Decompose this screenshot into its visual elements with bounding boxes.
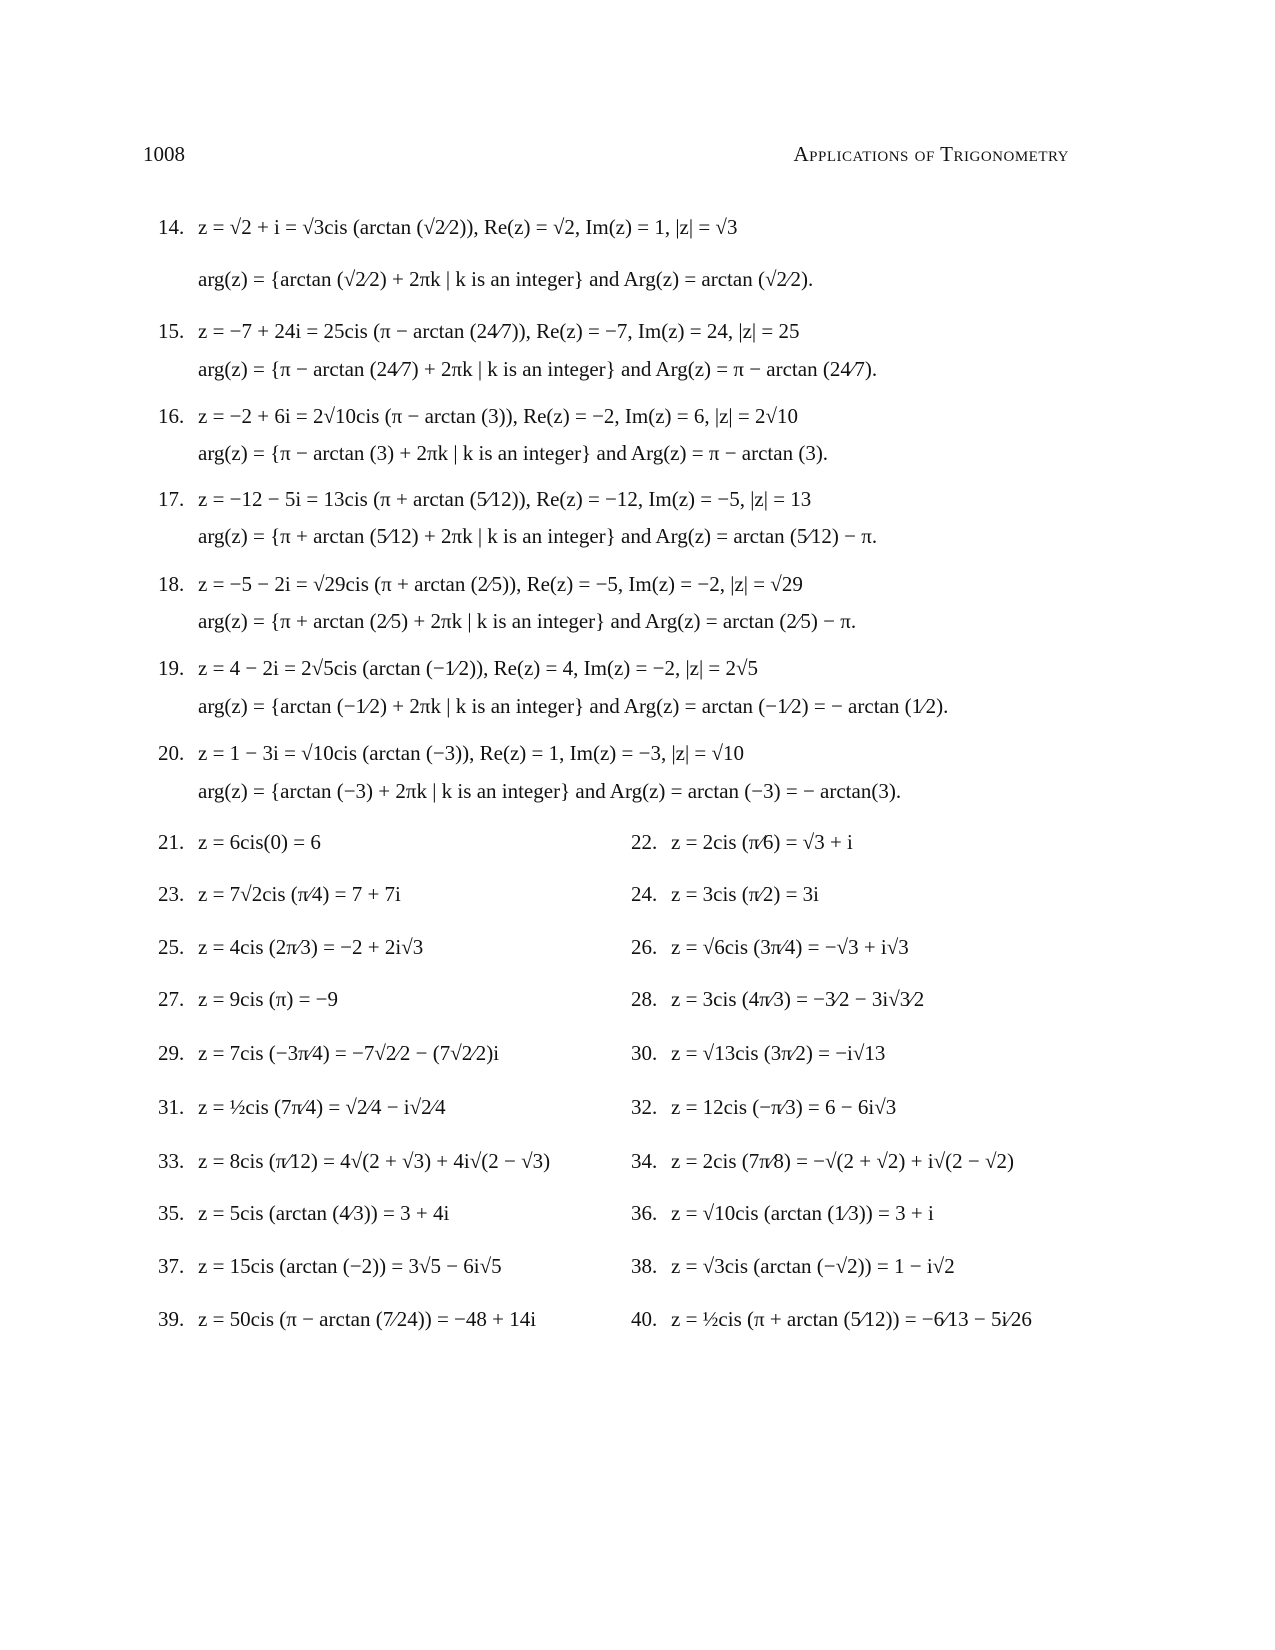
item-number: 33.	[158, 1149, 185, 1173]
answer-item-arg	[198, 441, 828, 466]
item-equation: z = −2 + 6i = 2√10cis (π − arctan (3)), Re(z) = −2, Im(z) = 6, |z| = 2√10	[198, 404, 798, 428]
answer-item	[158, 987, 338, 1012]
answer-item-arg	[198, 357, 877, 382]
item-number: 14.	[158, 215, 185, 239]
item-number: 35.	[158, 1201, 185, 1225]
item-number: 28.	[631, 987, 658, 1011]
answer-item	[158, 1201, 449, 1226]
item-equation: z = 8cis (π⁄12) = 4√(2 + √3) + 4i√(2 − √3)	[198, 1149, 551, 1173]
item-number: 40.	[631, 1307, 658, 1331]
item-argument: arg(z) = {π − arctan (3) + 2πk | k is an integer} and Arg(z) = π − arctan (3).	[198, 441, 829, 465]
answer-item	[631, 1041, 885, 1066]
item-equation: z = 7√2cis (π⁄4) = 7 + 7i	[198, 882, 401, 906]
item-number: 19.	[158, 656, 185, 680]
item-argument: arg(z) = {π + arctan (2⁄5) + 2πk | k is an integer} and Arg(z) = arctan (2⁄5) − π.	[198, 609, 857, 633]
item-equation: z = 12cis (−π⁄3) = 6 − 6i√3	[671, 1095, 897, 1119]
answer-item-arg	[198, 609, 856, 634]
answer-item	[158, 487, 811, 512]
item-equation: z = −12 − 5i = 13cis (π + arctan (5⁄12)), Re(z) = −12, Im(z) = −5, |z| = 13	[198, 487, 812, 511]
item-equation: z = √2 + i = √3cis (arctan (√2⁄2)), Re(z) = √2, Im(z) = 1, |z| = √3	[198, 215, 738, 239]
item-equation: z = 2cis (7π⁄8) = −√(2 + √2) + i√(2 − √2)	[671, 1149, 1014, 1173]
item-number: 37.	[158, 1254, 185, 1278]
item-number: 15.	[158, 319, 185, 343]
page-number: 1008	[143, 142, 185, 166]
item-number: 31.	[158, 1095, 185, 1119]
answer-item	[631, 1149, 1014, 1174]
answer-item	[631, 1095, 896, 1120]
answer-item-arg	[198, 694, 948, 719]
answer-item	[158, 1041, 499, 1066]
answer-item-arg	[198, 779, 901, 804]
running-title: Applications of Trigonometry	[793, 142, 1069, 166]
answer-item	[631, 1254, 955, 1279]
answer-item	[158, 741, 744, 766]
item-argument: arg(z) = {arctan (−1⁄2) + 2πk | k is an integer} and Arg(z) = arctan (−1⁄2) = − arctan (1⁄2).	[198, 694, 949, 718]
answer-item	[158, 935, 423, 960]
item-number: 17.	[158, 487, 185, 511]
item-equation: z = −5 − 2i = √29cis (π + arctan (2⁄5)), Re(z) = −5, Im(z) = −2, |z| = √29	[198, 572, 803, 596]
item-equation: z = √3cis (arctan (−√2)) = 1 − i√2	[671, 1254, 955, 1278]
item-number: 21.	[158, 830, 185, 854]
item-equation: z = −7 + 24i = 25cis (π − arctan (24⁄7)), Re(z) = −7, Im(z) = 24, |z| = 25	[198, 319, 800, 343]
item-equation: z = 7cis (−3π⁄4) = −7√2⁄2 − (7√2⁄2)i	[198, 1041, 500, 1065]
item-number: 27.	[158, 987, 185, 1011]
answer-item	[158, 830, 321, 855]
item-equation: z = 50cis (π − arctan (7⁄24)) = −48 + 14i	[198, 1307, 537, 1331]
item-number: 39.	[158, 1307, 185, 1331]
answer-item	[158, 572, 803, 597]
answer-item	[158, 656, 758, 681]
answer-item	[158, 1254, 502, 1279]
item-equation: z = √6cis (3π⁄4) = −√3 + i√3	[671, 935, 909, 959]
item-equation: z = 3cis (π⁄2) = 3i	[671, 882, 820, 906]
item-argument: arg(z) = {arctan (−3) + 2πk | k is an integer} and Arg(z) = arctan (−3) = − arctan(3).	[198, 779, 902, 803]
item-number: 36.	[631, 1201, 658, 1225]
answer-item	[631, 1201, 934, 1226]
answer-item	[631, 987, 924, 1012]
item-equation: z = 1 − 3i = √10cis (arctan (−3)), Re(z) = 1, Im(z) = −3, |z| = √10	[198, 741, 745, 765]
item-equation: z = 5cis (arctan (4⁄3)) = 3 + 4i	[198, 1201, 450, 1225]
item-number: 29.	[158, 1041, 185, 1065]
item-number: 20.	[158, 741, 185, 765]
item-equation: z = 4 − 2i = 2√5cis (arctan (−1⁄2)), Re(z) = 4, Im(z) = −2, |z| = 2√5	[198, 656, 759, 680]
item-equation: z = 2cis (π⁄6) = √3 + i	[671, 830, 853, 854]
item-argument: arg(z) = {π + arctan (5⁄12) + 2πk | k is an integer} and Arg(z) = arctan (5⁄12) − π.	[198, 524, 878, 548]
answer-item	[158, 1307, 536, 1332]
item-equation: z = ½cis (π + arctan (5⁄12)) = −6⁄13 − 5i⁄26	[671, 1307, 1032, 1331]
answer-item	[158, 1149, 550, 1174]
answer-item	[631, 1307, 1032, 1332]
item-equation: z = 15cis (arctan (−2)) = 3√5 − 6i√5	[198, 1254, 502, 1278]
answer-item	[158, 1095, 446, 1120]
item-equation: z = √10cis (arctan (1⁄3)) = 3 + i	[671, 1201, 934, 1225]
answer-item	[158, 215, 737, 240]
item-number: 18.	[158, 572, 185, 596]
answer-item	[631, 882, 819, 907]
answer-item-arg	[198, 267, 813, 292]
answer-item-arg	[198, 524, 877, 549]
item-number: 30.	[631, 1041, 658, 1065]
item-argument: arg(z) = {π − arctan (24⁄7) + 2πk | k is an integer} and Arg(z) = π − arctan (24⁄7).	[198, 357, 878, 381]
item-equation: z = ½cis (7π⁄4) = √2⁄4 − i√2⁄4	[198, 1095, 446, 1119]
item-number: 38.	[631, 1254, 658, 1278]
item-number: 26.	[631, 935, 658, 959]
item-equation: z = 4cis (2π⁄3) = −2 + 2i√3	[198, 935, 424, 959]
answer-item	[158, 319, 799, 344]
answer-item	[158, 882, 401, 907]
item-number: 16.	[158, 404, 185, 428]
item-equation: z = 3cis (4π⁄3) = −3⁄2 − 3i√3⁄2	[671, 987, 925, 1011]
item-number: 25.	[158, 935, 185, 959]
item-number: 34.	[631, 1149, 658, 1173]
answer-item	[631, 935, 909, 960]
item-number: 23.	[158, 882, 185, 906]
item-equation: z = √13cis (3π⁄2) = −i√13	[671, 1041, 886, 1065]
answer-item	[158, 404, 798, 429]
item-equation: z = 6cis(0) = 6	[198, 830, 321, 854]
item-number: 32.	[631, 1095, 658, 1119]
answer-item	[631, 830, 853, 855]
item-argument: arg(z) = {arctan (√2⁄2) + 2πk | k is an integer} and Arg(z) = arctan (√2⁄2).	[198, 267, 814, 291]
item-number: 24.	[631, 882, 658, 906]
item-equation: z = 9cis (π) = −9	[198, 987, 339, 1011]
item-number: 22.	[631, 830, 658, 854]
